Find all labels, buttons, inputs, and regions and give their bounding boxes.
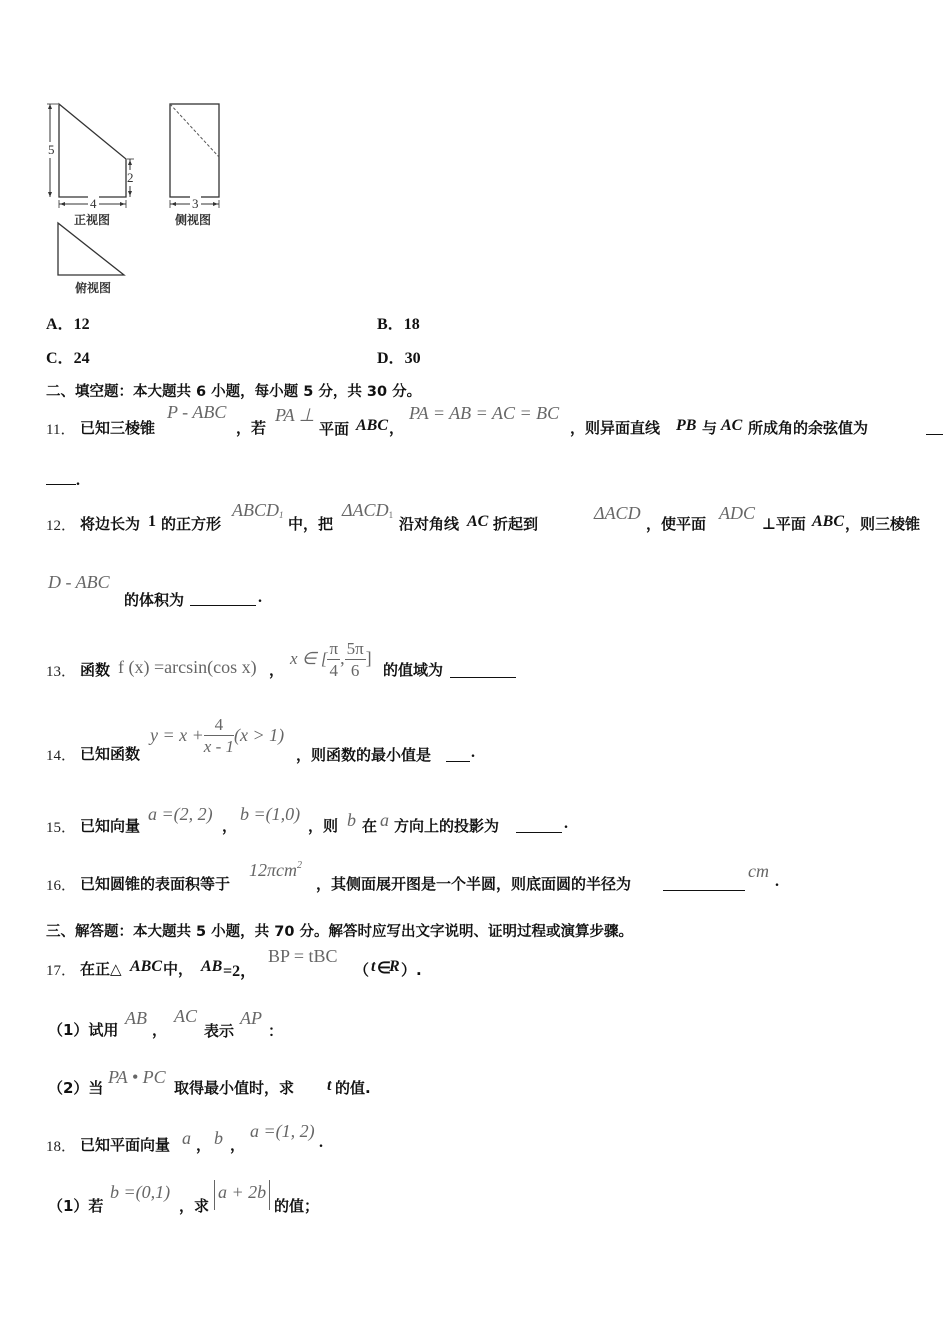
math-expr: a =(2, 2) [148, 804, 213, 824]
choice-letter: C． [46, 350, 74, 367]
question-text: ，使平面 [646, 515, 707, 533]
math-subscript: 1 [279, 510, 284, 520]
denominator: 4 [329, 661, 339, 680]
period: . [76, 472, 80, 489]
question-text: 已知三棱锥 [80, 419, 156, 437]
front-view-label: 正视图 [74, 213, 111, 227]
math-expr: (x > 1) [234, 725, 285, 745]
bold-math: ABC [130, 958, 163, 975]
math-expr: b [347, 810, 356, 830]
bold-math: PB [676, 417, 697, 434]
question-text: 将边长为 [80, 515, 141, 533]
period: . [775, 873, 779, 890]
answer-blank[interactable] [190, 604, 256, 606]
question-text: 的正方形 [161, 515, 222, 533]
question-17 [46, 944, 466, 979]
question-text: 的值. [335, 1079, 371, 1097]
question-text: ⊥平面 [762, 515, 806, 533]
math-superscript: 2 [297, 860, 303, 871]
question-text: ）. [401, 961, 422, 979]
question-number: 14． [46, 748, 77, 764]
question-text: =2， [223, 963, 257, 980]
math-expr: PA ⊥ [275, 405, 315, 425]
section-3-heading: 三、解答题：本大题共 5 小题，共 70 分。解答时应写出文字说明、证明过程或演算步骤。 [46, 924, 633, 940]
choice-value: 30 [404, 350, 421, 367]
question-text: （ [354, 961, 370, 979]
math-expr: b [214, 1128, 223, 1148]
question-text: 方向上的投影为 [394, 817, 500, 835]
bold-number: 1 [148, 513, 156, 530]
dim-height-label: 5 [48, 142, 55, 157]
math-main: a + 2b [218, 1182, 267, 1202]
dim-side-width-label: 3 [192, 196, 199, 211]
answer-blank[interactable] [516, 831, 562, 833]
question-11-continuation [46, 470, 80, 490]
math-expr: b =(1,0) [240, 804, 301, 824]
math-unit: cm [748, 861, 769, 881]
choice-value: 24 [73, 350, 90, 367]
question-text: 的值域为 [383, 661, 444, 679]
question-13 [46, 636, 526, 681]
choice-value: 18 [403, 316, 420, 333]
question-15 [46, 800, 586, 835]
question-text: ， [196, 1136, 212, 1154]
bold-math: AC [721, 417, 743, 434]
numerator: 4 [204, 716, 234, 736]
math-expr: D - ABC [48, 572, 110, 592]
math-expr: PA = AB = AC = BC [409, 403, 560, 423]
math-expr: AB [125, 1008, 147, 1028]
question-text: ，则异面直线 [570, 419, 661, 437]
question-number: 16． [46, 878, 77, 894]
bold-math: t [371, 958, 376, 975]
question-text: ，其侧面展开图是一个半圆，则底面圆的半径为 [316, 875, 632, 893]
choice-b [377, 311, 420, 334]
question-text: 在正△ [80, 960, 122, 978]
question-text: 中， [163, 960, 194, 978]
comma: , [340, 648, 345, 668]
bold-math: R [389, 958, 400, 975]
answer-blank[interactable] [46, 483, 76, 485]
dim-right-label: 2 [127, 170, 134, 185]
question-text: 所成角的余弦值为 [748, 419, 869, 437]
choice-d [377, 345, 421, 368]
math-expr: b =(0,1) [110, 1182, 171, 1202]
question-text: ， [230, 1136, 246, 1154]
question-text: 已知圆锥的表面积等于 [80, 875, 231, 893]
bold-math: AC [467, 513, 489, 530]
question-number: 12． [46, 518, 77, 534]
choice-letter: A． [46, 316, 74, 333]
math-expr: a =(1, 2) [250, 1121, 315, 1141]
question-text: 已知向量 [80, 817, 141, 835]
question-text: ，则 [308, 817, 339, 835]
question-text: 的值； [274, 1197, 320, 1215]
choice-letter: D． [377, 350, 405, 367]
bold-math: ABC [812, 513, 845, 530]
question-text: ，则三棱锥 [845, 515, 921, 533]
question-text: 表示 [204, 1022, 235, 1040]
fraction [327, 640, 340, 679]
bold-math: ABC [356, 417, 389, 434]
abs-value-expr [214, 1180, 270, 1210]
question-14 [46, 716, 526, 766]
question-16 [46, 860, 806, 895]
math-expr: y = x + [150, 725, 204, 745]
choice-a [46, 311, 90, 334]
domain-interval [290, 640, 372, 679]
choice-value: 12 [73, 316, 90, 333]
bold-math: AB [201, 958, 223, 975]
question-text: （1）若 [48, 1197, 104, 1215]
side-view-label: 侧视图 [175, 213, 212, 227]
fraction [345, 640, 366, 679]
math-expr: AP [240, 1008, 262, 1028]
question-18 [46, 1120, 386, 1155]
period: . [471, 744, 475, 761]
numerator: 5π [346, 639, 364, 658]
question-text: ， [269, 661, 285, 679]
math-expr: ADC [719, 503, 755, 523]
question-text: ， [152, 1021, 168, 1039]
answer-blank[interactable] [926, 433, 943, 435]
math-expr: AC [174, 1006, 198, 1026]
math-expr: ] [365, 648, 372, 668]
question-12-continuation [46, 570, 346, 610]
three-view-figure [44, 98, 234, 298]
question-text: 函数 [80, 661, 111, 679]
math-expr: P - ABC [167, 402, 227, 422]
choice-letter: B． [377, 316, 404, 333]
math-expr [249, 860, 302, 881]
denominator: x - 1 [203, 737, 234, 756]
math-expr: a [380, 810, 389, 830]
math-expr: PA • PC [108, 1067, 166, 1087]
period: . [319, 1134, 323, 1151]
choice-c [46, 345, 90, 368]
math-expr [342, 500, 393, 521]
question-12 [46, 500, 926, 540]
question-text: ∈ [377, 960, 391, 977]
question-text: 折起到 [493, 515, 539, 533]
question-17-part-2 [46, 1064, 386, 1099]
three-view-drawing [44, 98, 234, 298]
math-main: ΔACD [342, 500, 389, 520]
question-text: ，若 [236, 419, 267, 437]
question-text: 取得最小值时，求 [174, 1079, 295, 1097]
question-number: 17． [46, 963, 77, 979]
question-number: 18． [46, 1139, 77, 1155]
period: . [564, 815, 568, 832]
question-17-part-1 [46, 1006, 346, 1041]
question-text: 沿对角线 [399, 515, 460, 533]
math-main: ABCD [232, 500, 279, 520]
math-expr: x ∈ [ [290, 649, 328, 668]
question-text: 与 [702, 419, 718, 437]
math-main: 12πcm [249, 860, 298, 880]
question-text: （1）试用 [48, 1021, 119, 1039]
math-subscript: 1 [388, 510, 394, 520]
question-text: 平面 [319, 420, 350, 438]
math-expr: ΔACD [594, 503, 641, 523]
question-text: 已知平面向量 [80, 1136, 171, 1154]
top-view-label: 俯视图 [75, 281, 112, 295]
math-expr: f (x) =arcsin(cos x) [118, 657, 257, 677]
question-text: 在 [362, 817, 378, 835]
question-text: ， [222, 817, 238, 835]
question-text: ，则函数的最小值是 [296, 746, 432, 764]
question-text: ，求 [179, 1197, 210, 1215]
math-expr: a [182, 1128, 191, 1148]
math-expr: BP = tBC [268, 946, 338, 966]
question-number: 13． [46, 664, 77, 680]
section-2-heading: 二、填空题：本大题共 6 小题，每小题 5 分，共 30 分。 [46, 384, 422, 400]
question-number: 11． [46, 422, 76, 438]
answer-blank[interactable] [663, 889, 745, 891]
question-number: 15． [46, 820, 77, 836]
question-text: 已知函数 [80, 745, 141, 763]
question-text: ： [268, 1022, 284, 1040]
question-text: ， [389, 419, 405, 437]
fraction [204, 716, 234, 755]
bold-math: t [327, 1077, 332, 1094]
denominator: 6 [350, 661, 360, 680]
function-expr [150, 716, 284, 755]
question-18-part-1 [46, 1180, 346, 1220]
math-expr [232, 500, 284, 521]
period: . [258, 589, 262, 606]
question-text: 中，把 [288, 515, 334, 533]
numerator: π [329, 639, 339, 658]
question-text: 的体积为 [124, 591, 185, 609]
question-text: （2）当 [48, 1079, 104, 1097]
answer-blank[interactable] [446, 760, 470, 762]
answer-blank[interactable] [450, 676, 516, 678]
dim-width-label: 4 [90, 196, 97, 211]
